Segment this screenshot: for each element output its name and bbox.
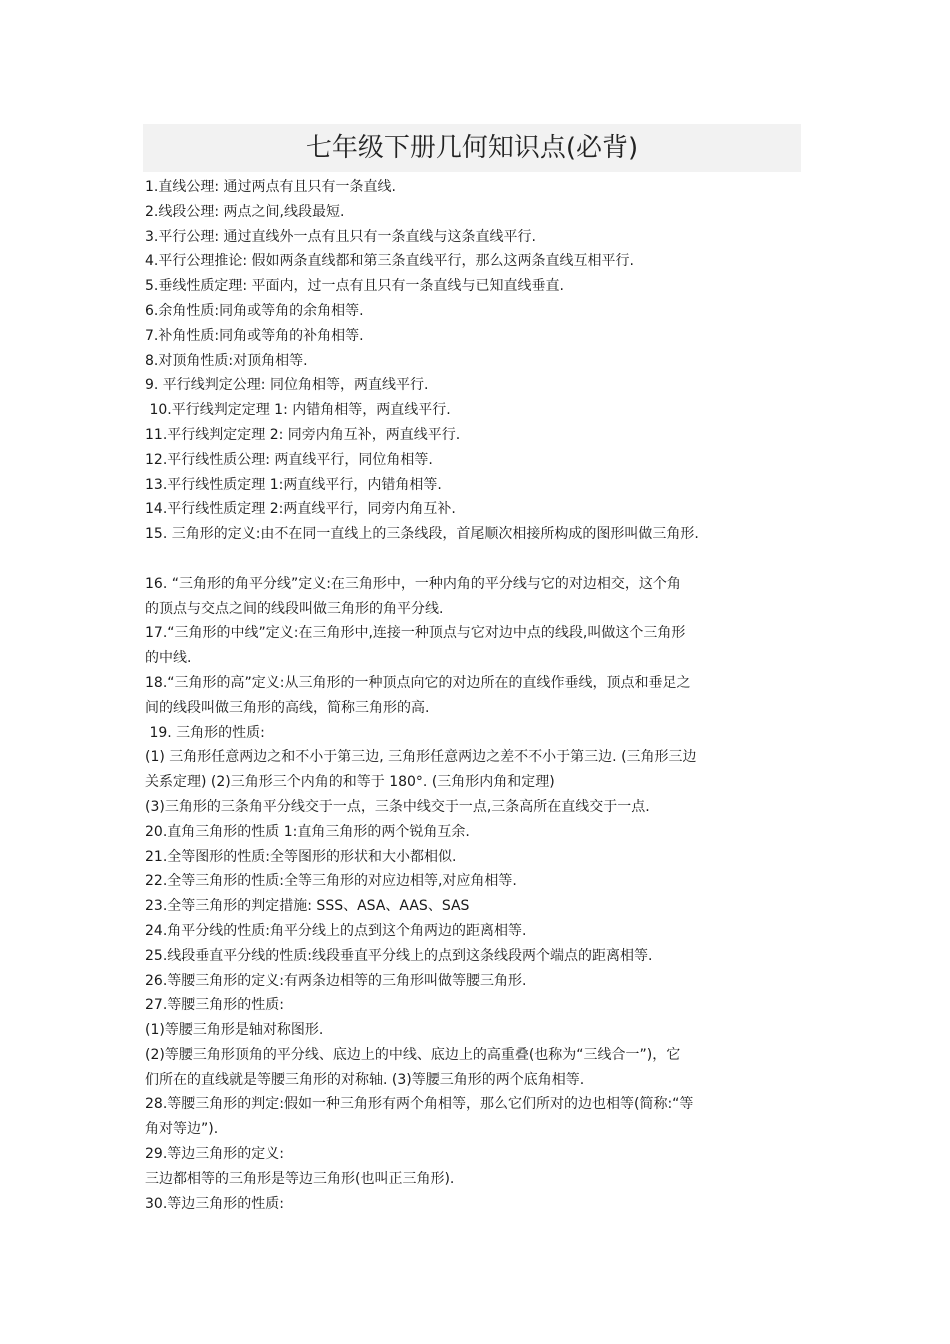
text-line: 8.对顶角性质:对顶角相等.: [145, 352, 308, 369]
blank-line: [145, 547, 815, 572]
text-line: 1.直线公理: 通过两点有且只有一条直线.: [145, 179, 396, 195]
text-line: 19. 三角形的性质:: [145, 724, 265, 741]
text-line: 13.平行线性质定理 1:两直线平行，内错角相等.: [145, 476, 442, 493]
text-line: 间的线段叫做三角形的高线，简称三角形的高.: [145, 699, 430, 716]
text-line: 12.平行线性质公理: 两直线平行，同位角相等.: [145, 451, 433, 468]
text-line: 26.等腰三角形的定义:有两条边相等的三角形叫做等腰三角形.: [145, 972, 527, 989]
text-line: (1) 三角形任意两边之和不小于第三边, 三角形任意两边之差不不小于第三边. (三角形三边: [145, 749, 697, 766]
text-line: 6.余角性质:同角或等角的余角相等.: [145, 302, 364, 319]
text-line: 23.全等三角形的判定措施: SSS、ASA、AAS、SAS: [145, 898, 470, 915]
text-line: 20.直角三角形的性质 1:直角三角形的两个锐角互余.: [145, 823, 470, 840]
text-line: (3)三角形的三条角平分线交于一点，三条中线交于一点,三条高所在直线交于一点.: [145, 798, 650, 815]
text-line: 2.线段公理: 两点之间,线段最短.: [145, 203, 345, 220]
text-line: 24.角平分线的性质:角平分线上的点到这个角两边的距离相等.: [145, 922, 527, 939]
text-line: 3.平行公理: 通过直线外一点有且只有一条直线与这条直线平行.: [145, 228, 536, 245]
text-line: 16. “三角形的角平分线”定义:在三角形中，一种内角的平分线与它的对边相交，这个角: [145, 575, 681, 592]
text-line: 4.平行公理推论: 假如两条直线都和第三条直线平行，那么这两条直线互相平行.: [145, 253, 634, 270]
text-line: 11.平行线判定定理 2: 同旁内角互补，两直线平行.: [145, 426, 461, 443]
text-line: 们所在的直线就是等腰三角形的对称轴. (3)等腰三角形的两个底角相等.: [145, 1071, 585, 1088]
text-line: 22.全等三角形的性质:全等三角形的对应边相等,对应角相等.: [145, 873, 517, 890]
text-line: 14.平行线性质定理 2:两直线平行，同旁内角互补.: [145, 501, 456, 518]
text-line: 18.“三角形的高”定义:从三角形的一种顶点向它的对边所在的直线作垂线，顶点和垂足之: [145, 674, 691, 691]
text-line: 10.平行线判定定理 1: 内错角相等，两直线平行.: [145, 402, 451, 419]
text-line: 的中线.: [145, 650, 192, 667]
text-line: 21.全等图形的性质:全等图形的形状和大小都相似.: [145, 848, 457, 865]
text-line: 27.等腰三角形的性质:: [145, 997, 284, 1014]
text-line: 28.等腰三角形的判定:假如一种三角形有两个角相等，那么它们所对的边也相等(简称:“等: [145, 1096, 694, 1113]
text-line: 9. 平行线判定公理: 同位角相等，两直线平行.: [145, 377, 429, 394]
document-body: [145, 175, 815, 1216]
document-title: 七年级下册几何知识点(必背): [305, 133, 639, 163]
text-line: 三边都相等的三角形是等边三角形(也叫正三角形).: [145, 1170, 455, 1187]
text-line: 25.线段垂直平分线的性质:线段垂直平分线上的点到这条线段两个端点的距离相等.: [145, 947, 653, 964]
text-line: 17.“三角形的中线”定义:在三角形中,连接一种顶点与它对边中点的线段,叫做这个三角形: [145, 625, 686, 642]
text-line: 29.等边三角形的定义:: [145, 1146, 284, 1163]
text-line: (2)等腰三角形顶角的平分线、底边上的中线、底边上的高重叠(也称为“三线合一”)，它: [145, 1046, 681, 1063]
text-line: (1)等腰三角形是轴对称图形.: [145, 1022, 324, 1039]
text-line: 7.补角性质:同角或等角的补角相等.: [145, 327, 364, 344]
text-line: 关系定理) (2)三角形三个内角的和等于 180°. (三角形内角和定理): [145, 774, 555, 791]
text-line: 5.垂线性质定理: 平面内，过一点有且只有一条直线与已知直线垂直.: [145, 278, 564, 295]
text-line: 15. 三角形的定义:由不在同一直线上的三条线段，首尾顺次相接所构成的图形叫做三角形.: [145, 526, 699, 543]
text-line: 角对等边”).: [145, 1121, 219, 1138]
text-line: 30.等边三角形的性质:: [145, 1195, 284, 1212]
text-line: 的顶点与交点之间的线段叫做三角形的角平分线.: [145, 600, 444, 617]
